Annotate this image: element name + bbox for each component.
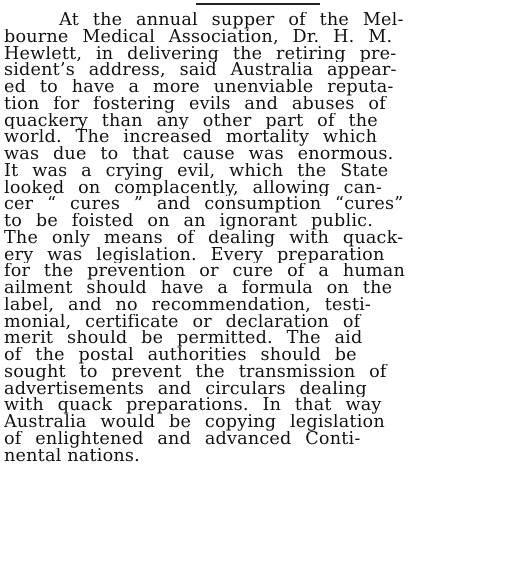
article-line: ed to have a more unenviable reputa-: [4, 79, 394, 96]
article-line: advertisements and circulars dealing: [4, 380, 367, 398]
article-line: The only means of dealing with quack-: [4, 229, 404, 247]
article-line: It was a crying evil, which the State: [4, 162, 389, 180]
article-line: tion for fostering evils and abuses of: [4, 95, 386, 113]
article-line: cer “ cures ” and consumption “cures”: [4, 196, 404, 213]
article-line: to be foisted on an ignorant public.: [4, 213, 374, 230]
article-line: label, and no recommendation, testi-: [4, 296, 372, 314]
article-line: Australia would be copying legislation: [4, 414, 385, 431]
article-line: monial, certificate or declaration of: [4, 313, 361, 331]
article-line: for the prevention or cure of a human: [4, 263, 406, 280]
article-line: looked on complacently, allowing can-: [4, 179, 383, 197]
article-line: world. The increased mortality which: [4, 129, 378, 146]
article-line: sought to prevent the transmission of: [4, 363, 387, 381]
article-line: quackery than any other part of the: [4, 112, 378, 130]
article-line: sident’s address, said Australia appear-: [4, 62, 397, 79]
article-line: Hewlett, in delivering the retiring pre-: [4, 45, 397, 63]
article-line: with quack preparations. In that way: [4, 397, 382, 414]
article-line: merit should be permitted. The aid: [4, 330, 363, 347]
column-rule: [196, 3, 320, 5]
article-line: ailment should have a formula on the: [4, 280, 393, 297]
article-line: was due to that cause was enormous.: [4, 146, 394, 163]
article-line: ery was legislation. Every preparation: [4, 246, 385, 264]
article-line: of the postal authorities should be: [4, 347, 357, 364]
article-line: bourne Medical Association, Dr. H. M.: [4, 28, 393, 46]
article-line: of enlightened and advanced Conti-: [4, 430, 361, 448]
article-text: [4, 12, 514, 464]
article-line: nental nations.: [4, 447, 140, 465]
article-line: At the annual supper of the Mel-: [4, 12, 404, 29]
